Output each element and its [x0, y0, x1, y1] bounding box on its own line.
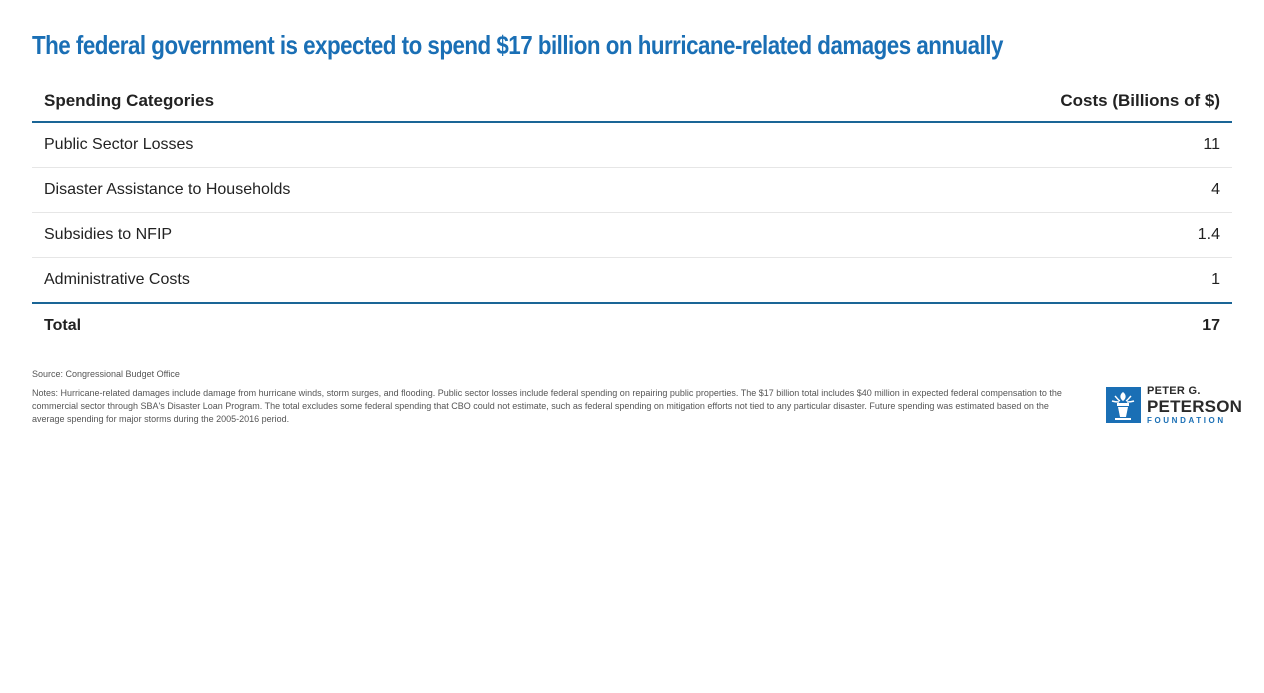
row-value: 1.4: [1197, 226, 1220, 243]
logo-line-2: PETERSON: [1147, 396, 1243, 416]
logo-line-3: FOUNDATION: [1147, 415, 1226, 425]
total-row: [32, 304, 1232, 348]
total-label: Total: [44, 317, 82, 334]
row-category: Administrative Costs: [44, 271, 190, 288]
row-value: 11: [1203, 136, 1220, 153]
peterson-foundation-logo: [1106, 384, 1243, 425]
table-header-row: [32, 80, 1232, 123]
row-value: 4: [1211, 181, 1220, 198]
total-value: 17: [1202, 317, 1220, 334]
row-category: Disaster Assistance to Households: [44, 181, 291, 198]
column-header-cost: Costs (Billions of $): [1060, 90, 1220, 110]
spending-table: [32, 80, 1232, 348]
table-row: [32, 168, 1232, 213]
table-row: [32, 123, 1232, 168]
row-value: 1: [1211, 271, 1220, 288]
column-header-category: Spending Categories: [44, 90, 215, 110]
notes-text: Notes: Hurricane-related damages include damage from hurricane winds, storm surges, and flooding. Public sector losses include federal spending on repairing public properties. The $17 billion total includes $40 million in expected federal compensation to the commercial sector through SBA's Disaster Loan Program. The total excludes some federal spending that CBO could not estimate, such as federal spending on mitigation efforts not tied to any particular disaster. Future spending was estimated based on the average spending for major storms during the 2005-2016 period.: [32, 388, 1062, 424]
logo-wordmark: [1147, 386, 1242, 425]
chart-title: The federal government is expected to spend $17 billion on hurricane-related damages annually: [32, 30, 1003, 60]
row-category: Public Sector Losses: [44, 136, 194, 153]
row-category: Subsidies to NFIP: [44, 226, 173, 243]
table-row: [32, 213, 1232, 258]
logo-line-1: PETER G.: [1147, 384, 1201, 397]
source-note: Source: Congressional Budget Office: [32, 369, 180, 379]
torch-icon: [1106, 387, 1141, 423]
table-row: [32, 258, 1232, 304]
